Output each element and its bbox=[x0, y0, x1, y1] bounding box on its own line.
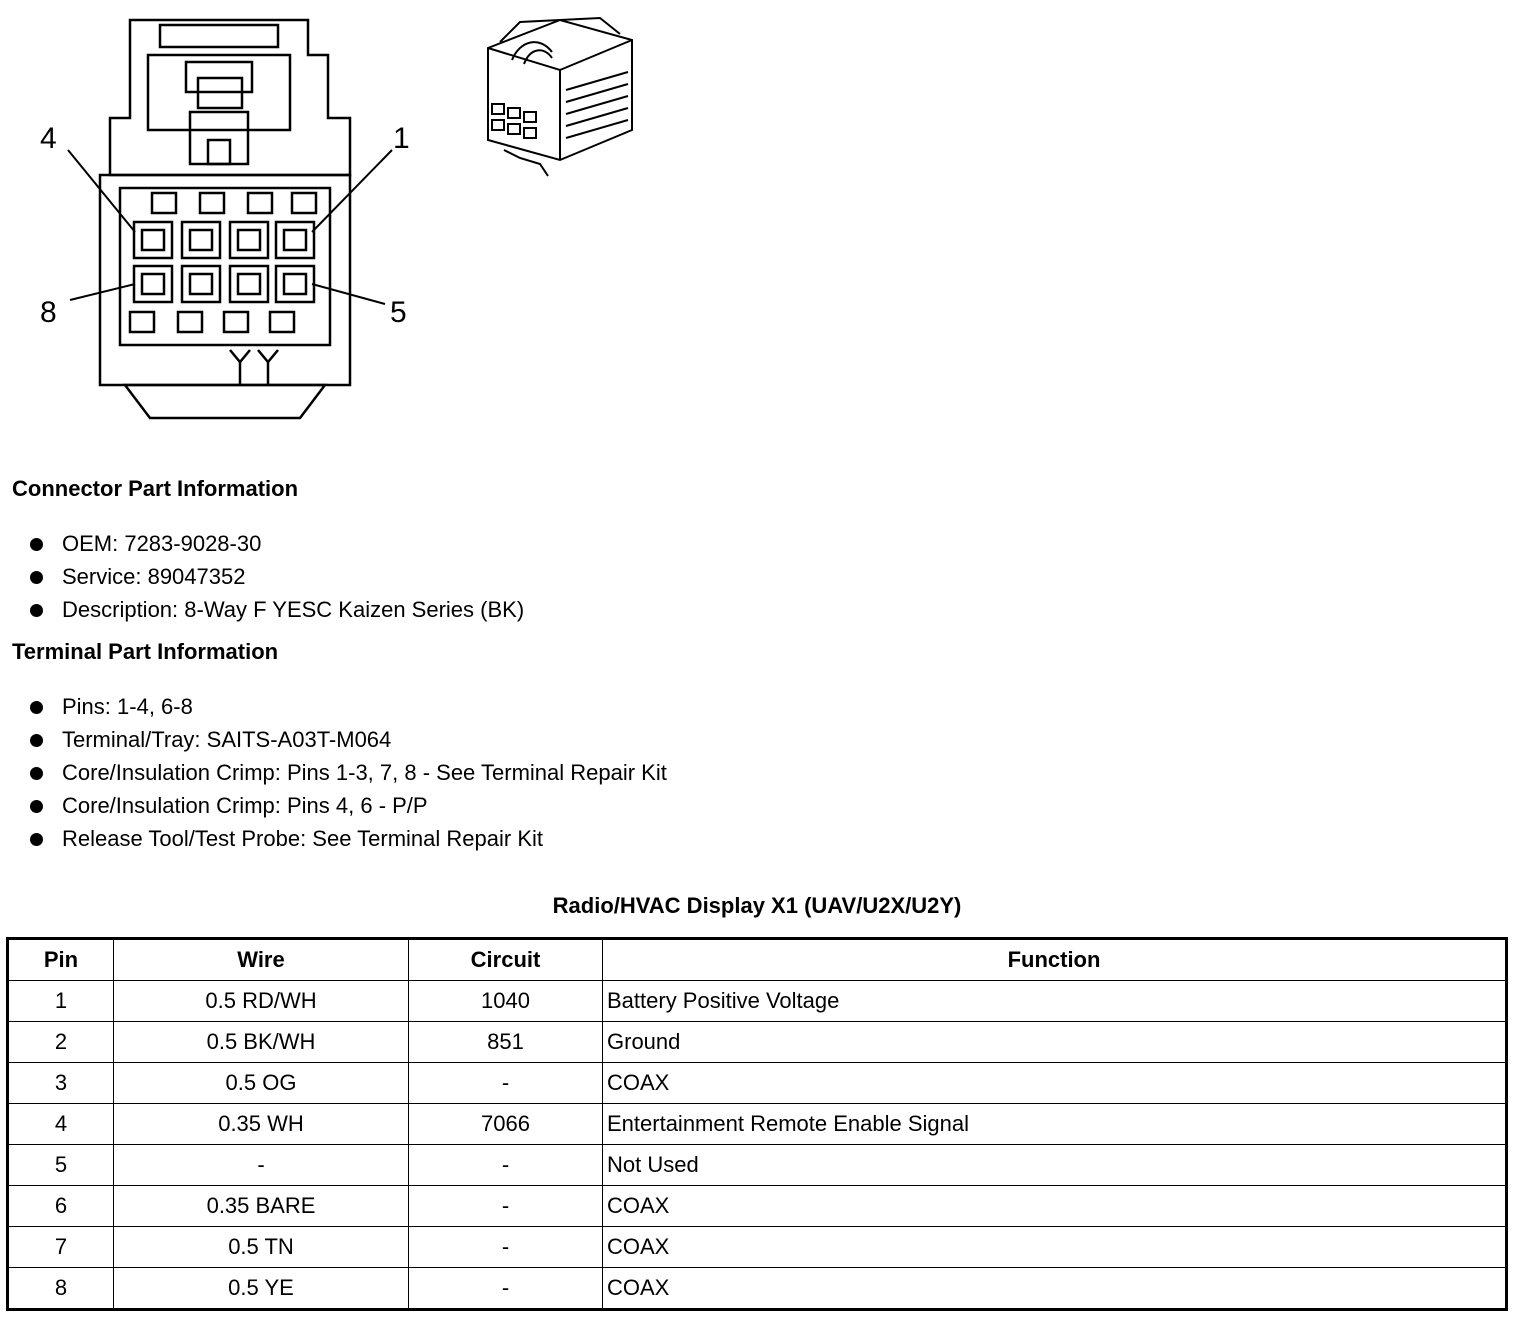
cell-pin: 7 bbox=[8, 1227, 114, 1268]
pin-table bbox=[6, 937, 1508, 1311]
cell-function: Not Used bbox=[603, 1145, 1507, 1186]
bullet-icon bbox=[30, 800, 43, 813]
bullet-icon bbox=[30, 604, 43, 617]
table-header-row bbox=[8, 939, 1507, 981]
list-item-text: Core/Insulation Crimp: Pins 1-3, 7, 8 - See Terminal Repair Kit bbox=[62, 760, 667, 785]
cell-circuit: - bbox=[409, 1063, 603, 1104]
list-item bbox=[28, 593, 524, 626]
bullet-icon bbox=[30, 734, 43, 747]
cell-wire: 0.5 YE bbox=[114, 1268, 409, 1310]
cell-wire: 0.5 BK/WH bbox=[114, 1022, 409, 1063]
bullet-icon bbox=[30, 538, 43, 551]
list-item bbox=[28, 723, 667, 756]
table-row bbox=[8, 981, 1507, 1022]
list-item-text: Terminal/Tray: SAITS-A03T-M064 bbox=[62, 727, 392, 752]
connector-isometric-view bbox=[488, 18, 632, 176]
cell-circuit: 7066 bbox=[409, 1104, 603, 1145]
cell-function: Ground bbox=[603, 1022, 1507, 1063]
table-row bbox=[8, 1268, 1507, 1310]
cell-function: COAX bbox=[603, 1227, 1507, 1268]
list-item bbox=[28, 690, 667, 723]
table-row bbox=[8, 1145, 1507, 1186]
list-item-text: Description: 8-Way F YESC Kaizen Series (BK) bbox=[62, 597, 525, 622]
cell-circuit: - bbox=[409, 1186, 603, 1227]
list-item bbox=[28, 789, 667, 822]
header-circuit: Circuit bbox=[409, 939, 603, 981]
cell-wire: 0.35 WH bbox=[114, 1104, 409, 1145]
list-item bbox=[28, 756, 667, 789]
cell-function: Battery Positive Voltage bbox=[603, 981, 1507, 1022]
cell-pin: 6 bbox=[8, 1186, 114, 1227]
list-item-text: Release Tool/Test Probe: See Terminal Repair Kit bbox=[62, 826, 543, 851]
table-row bbox=[8, 1227, 1507, 1268]
cell-wire: - bbox=[114, 1145, 409, 1186]
list-item-text: Service: 89047352 bbox=[62, 564, 246, 589]
cell-pin: 1 bbox=[8, 981, 114, 1022]
terminal-part-info-heading: Terminal Part Information bbox=[12, 639, 279, 664]
bullet-icon bbox=[30, 701, 43, 714]
pin-label-4: 4 bbox=[40, 122, 57, 155]
cell-pin: 2 bbox=[8, 1022, 114, 1063]
connector-part-info-list bbox=[28, 527, 524, 626]
bullet-icon bbox=[30, 571, 43, 584]
header-function: Function bbox=[603, 939, 1507, 981]
list-item bbox=[28, 822, 667, 855]
connector-drawings bbox=[0, 0, 700, 440]
cell-pin: 8 bbox=[8, 1268, 114, 1310]
cell-circuit: - bbox=[409, 1268, 603, 1310]
cell-wire: 0.5 RD/WH bbox=[114, 981, 409, 1022]
cell-pin: 3 bbox=[8, 1063, 114, 1104]
list-item bbox=[28, 527, 524, 560]
list-item-text: Core/Insulation Crimp: Pins 4, 6 - P/P bbox=[62, 793, 428, 818]
connector-part-info-heading: Connector Part Information bbox=[12, 476, 299, 501]
cell-function: COAX bbox=[603, 1063, 1507, 1104]
table-row bbox=[8, 1063, 1507, 1104]
connector-face-view bbox=[68, 20, 392, 418]
table-row bbox=[8, 1186, 1507, 1227]
cell-circuit: - bbox=[409, 1227, 603, 1268]
table-title: Radio/HVAC Display X1 (UAV/U2X/U2Y) bbox=[552, 893, 962, 918]
header-pin: Pin bbox=[8, 939, 114, 981]
cell-pin: 4 bbox=[8, 1104, 114, 1145]
cell-circuit: 1040 bbox=[409, 981, 603, 1022]
list-item bbox=[28, 560, 524, 593]
pin-label-8: 8 bbox=[40, 296, 57, 329]
cell-wire: 0.35 BARE bbox=[114, 1186, 409, 1227]
cell-function: COAX bbox=[603, 1268, 1507, 1310]
cell-pin: 5 bbox=[8, 1145, 114, 1186]
list-item-text: OEM: 7283-9028-30 bbox=[62, 531, 262, 556]
cell-circuit: - bbox=[409, 1145, 603, 1186]
bullet-icon bbox=[30, 833, 43, 846]
cell-wire: 0.5 OG bbox=[114, 1063, 409, 1104]
list-item-text: Pins: 1-4, 6-8 bbox=[62, 694, 193, 719]
table-row bbox=[8, 1104, 1507, 1145]
terminal-part-info-list bbox=[28, 690, 667, 855]
cell-function: COAX bbox=[603, 1186, 1507, 1227]
header-wire: Wire bbox=[114, 939, 409, 981]
cell-function: Entertainment Remote Enable Signal bbox=[603, 1104, 1507, 1145]
cell-circuit: 851 bbox=[409, 1022, 603, 1063]
cell-wire: 0.5 TN bbox=[114, 1227, 409, 1268]
pin-label-1: 1 bbox=[393, 122, 410, 155]
table-row bbox=[8, 1022, 1507, 1063]
pin-label-5: 5 bbox=[390, 296, 407, 329]
bullet-icon bbox=[30, 767, 43, 780]
